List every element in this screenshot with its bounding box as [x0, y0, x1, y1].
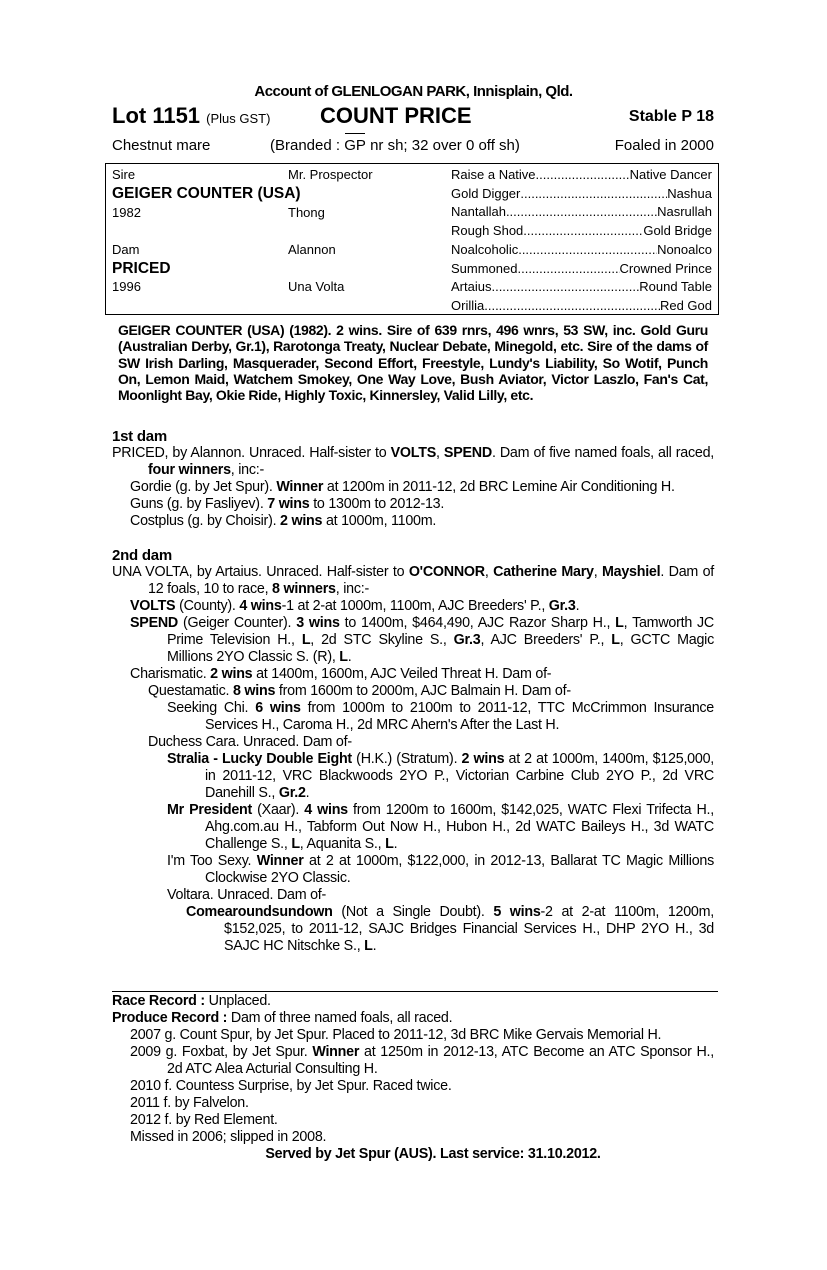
leader-dots	[517, 260, 619, 278]
leader-dots	[506, 203, 657, 221]
ancestor-sire: Nashua	[667, 185, 712, 201]
text: from 1000m to 2100m to 2011-12, TTC McCrimmon Insurance Services H., Caroma H., 2d MRC Ahern's After the Last H.	[205, 700, 714, 733]
bold-text: L	[301, 632, 311, 648]
text: ,	[484, 564, 494, 580]
service-note	[112, 1146, 714, 1163]
pedigree-table	[105, 163, 719, 315]
text: 2009 g. Foxbat, by Jet Spur.	[130, 1044, 313, 1060]
text: Duchess Cara. Unraced. Dam of-	[148, 734, 352, 750]
text: PRICED, by Alannon. Unraced. Half-sister to	[112, 445, 391, 461]
text: 2007 g. Count Spur, by Jet Spur. Placed to 2011-12, 3d BRC Mike Gervais Memorial H.	[130, 1027, 662, 1043]
leader-dots	[518, 241, 657, 259]
text: 2011 f. by Falvelon.	[130, 1095, 249, 1111]
progeny-entry	[112, 887, 714, 904]
bold-text: L	[339, 649, 348, 665]
ancestor-name: Gold Digger	[451, 185, 521, 201]
bold-text: L	[615, 615, 624, 631]
dam-dam: Una Volta	[288, 279, 345, 294]
text: at 1250m in 2012-13, ATC Become an ATC Sponsor H., 2d ATC Alea Acturial Consulting H.	[167, 1044, 714, 1077]
text: to 1300m to 2012-13.	[309, 496, 445, 512]
bold-text: four winners	[148, 462, 231, 478]
text: Seeking Chi.	[167, 700, 256, 716]
ancestor-row	[451, 241, 712, 259]
foal-entry	[112, 513, 714, 530]
progeny-entry	[112, 751, 714, 802]
dam-label: Dam	[112, 242, 140, 257]
bold-text: SPEND	[130, 615, 179, 631]
text: 2012 f. by Red Element.	[130, 1112, 278, 1128]
ancestor-row	[451, 203, 712, 221]
bold-text: SPEND	[443, 445, 492, 461]
colour-sex: Chestnut mare	[112, 137, 211, 154]
records-section	[112, 993, 714, 1163]
text: , 2d STC Skyline S.,	[310, 632, 454, 648]
bold-text: Mr President	[167, 802, 253, 818]
bold-text: 2 wins	[280, 513, 323, 529]
bold-text: 5 wins	[493, 904, 541, 920]
ancestor-row	[451, 297, 712, 315]
text: (Xaar).	[252, 802, 305, 818]
ancestor-name: Raise a Native	[451, 167, 536, 182]
text: Unplaced.	[208, 993, 271, 1009]
bold-text: Catherine Mary	[493, 564, 594, 580]
produce-entry	[112, 1078, 714, 1095]
bold-text: L	[291, 836, 300, 852]
divider	[112, 991, 718, 992]
leader-dots	[491, 278, 639, 296]
first-dam-paragraph	[112, 445, 714, 479]
text: , inc:-	[335, 581, 369, 597]
progeny-entry	[112, 734, 714, 751]
text: Costplus (g. by Choisir).	[130, 513, 281, 529]
text: . Dam of five named foals, all raced,	[491, 445, 714, 461]
bold-text: Gr.2	[278, 785, 306, 801]
leader-dots	[523, 222, 643, 240]
text: (H.K.) (Stratum).	[351, 751, 462, 767]
text: .	[372, 938, 377, 954]
bold-text: Mayshiel	[601, 564, 661, 580]
bold-text: Gr.3	[453, 632, 481, 648]
text: from 1200m to 1600m, $142,025, WATC Flexi Trifecta H., Ahg.com.au H., Tabform Out Now H., Hubon H., 2d WATC Baileys H., 3d WATC Challenge S.,	[205, 802, 715, 852]
text: to 1400m, $464,490, AJC Razor Sharp H.,	[339, 615, 616, 631]
progeny-entry	[112, 700, 714, 734]
bold-text: Stralia - Lucky Double Eight	[167, 751, 352, 767]
ancestor-sire: Nasrullah	[657, 204, 712, 220]
leader-dots	[484, 297, 660, 315]
produce-entry	[112, 1027, 714, 1044]
race-record	[112, 993, 714, 1010]
ancestor-sire: Gold Bridge	[643, 223, 712, 239]
brand-suffix: nr sh; 32 over 0 off sh)	[365, 137, 520, 154]
text: I'm Too Sexy.	[167, 853, 257, 869]
ancestor-row	[451, 222, 712, 240]
ancestor-row	[451, 166, 712, 184]
produce-record	[112, 1010, 714, 1027]
text: at 1000m, 1100m.	[322, 513, 437, 529]
horse-name: COUNT PRICE	[320, 103, 472, 128]
text: , GCTC Magic Millions 2YO Classic S. (R),	[167, 632, 714, 665]
ancestor-sire: Native Dancer	[629, 167, 712, 182]
text: Missed in 2006; slipped in 2008.	[130, 1129, 327, 1145]
progeny-entry	[112, 615, 714, 666]
text: (Not a Single Doubt).	[332, 904, 494, 920]
dam-lines	[112, 428, 714, 955]
text: , Tamworth JC Prime Television H.,	[167, 615, 714, 648]
bold-text: L	[364, 938, 373, 954]
text: (County).	[175, 598, 240, 614]
text: 2010 f. Countess Surprise, by Jet Spur. Raced twice.	[130, 1078, 452, 1094]
vendor-account: Account of GLENLOGAN PARK, Innisplain, Qld.	[254, 83, 573, 100]
sire-year: 1982	[112, 205, 141, 220]
leader-dots	[536, 166, 630, 184]
bold-text: 2 wins	[461, 751, 505, 767]
foal-entry	[112, 479, 714, 496]
progeny-entry	[112, 666, 714, 683]
text: .	[393, 836, 398, 852]
dam-sire: Alannon	[288, 242, 336, 257]
leader-dots	[520, 185, 667, 203]
second-dam-heading: 2nd dam	[112, 547, 172, 564]
second-dam-paragraph	[112, 564, 714, 598]
text: Voltara. Unraced. Dam of-	[167, 887, 327, 903]
progeny-entry	[112, 683, 714, 700]
bold-text: 6 wins	[255, 700, 301, 716]
text: UNA VOLTA, by Artaius. Unraced. Half-sister to	[112, 564, 409, 580]
bold-text: L	[611, 632, 620, 648]
bold-text: VOLTS	[390, 445, 436, 461]
text: ,	[593, 564, 602, 580]
produce-entry	[112, 1044, 714, 1078]
text: , AJC Breeders' P.,	[480, 632, 612, 648]
progeny-entry	[112, 904, 714, 955]
text: .	[305, 785, 310, 801]
dam-year: 1996	[112, 279, 141, 294]
bold-text: Served by Jet Spur (AUS). Last service: 31.10.2012.	[265, 1146, 601, 1162]
text: at 1200m in 2011-12, 2d BRC Lemine Air Conditioning H.	[323, 479, 675, 495]
granddam: Thong	[288, 205, 325, 220]
brand-prefix: (Branded :	[270, 137, 345, 154]
ancestor-name: Artaius	[451, 279, 492, 295]
bold-text: Comearoundsundown	[186, 904, 333, 920]
stable-location: Stable P 18	[628, 108, 714, 125]
ancestor-row	[451, 260, 712, 278]
text: ,	[436, 445, 444, 461]
bold-text: Winner	[256, 853, 304, 869]
ancestor-name: Rough Shod	[451, 223, 524, 239]
produce-entry	[112, 1112, 714, 1129]
text: -2 at 2-at 1100m, 1200m, $152,025, to 2011-12, SAJC Bridges Financial Services H., DHP 2YO H., 3d SAJC HC Nitschke S.,	[224, 904, 714, 954]
bold-text: 4 wins	[239, 598, 282, 614]
text: from 1600m to 2000m, AJC Balmain H. Dam of-	[275, 683, 571, 699]
sire-summary: GEIGER COUNTER (USA) (1982). 2 wins. Sire of 639 rnrs, 496 wnrs, 53 SW, inc. Gold Guru (Australian Derby, Gr.1), Rarotonga Treaty, Nuclear Debate, Minegold, etc. Sire of the dams of SW Irish Darling, Masquerader, Second Effort, Freestyle, Lundy's Liability, So Wotif, Punch On, Lemon Maid, Watchem Smokey, One Way Love, Bush Aviator, Victor Laszlo, Fan's Cat, Moonlight Bay, Okie Ride, Highly Toxic, Kinnersley, Valid Lilly, etc.	[118, 322, 708, 404]
bold-text: Race Record :	[112, 993, 209, 1009]
text: Dam of three named foals, all raced.	[230, 1010, 453, 1026]
bold-text: Produce Record :	[112, 1010, 231, 1026]
grandsire: Mr. Prospector	[288, 167, 373, 182]
bold-text: O'CONNOR	[408, 564, 485, 580]
text: Charismatic.	[130, 666, 211, 682]
bold-text: 8 winners	[272, 581, 336, 597]
sire-name: GEIGER COUNTER (USA)	[112, 185, 301, 202]
bold-text: 4 wins	[304, 802, 348, 818]
text: , inc:-	[230, 462, 265, 478]
ancestor-sire: Red God	[659, 297, 712, 313]
sire-label: Sire	[112, 167, 136, 182]
text: at 2 at 1000m, $122,000, in 2012-13, Ballarat TC Magic Millions Clockwise 2YO Classic.	[205, 853, 715, 886]
ancestor-sire: Crowned Prince	[619, 260, 712, 276]
ancestor-name: Noalcoholic	[451, 241, 519, 257]
lot-label: Lot 1151	[112, 103, 201, 128]
brand-mark-icon: GP	[344, 137, 366, 154]
text: Guns (g. by Fasliyev).	[130, 496, 268, 512]
ancestor-name: Orillia	[451, 297, 485, 313]
text: .	[575, 598, 580, 614]
ancestor-sire: Nonoalco	[657, 241, 712, 257]
produce-entry	[112, 1095, 714, 1112]
ancestor-sire: Round Table	[639, 279, 712, 295]
text: Questamatic.	[148, 683, 233, 699]
text: at 1400m, 1600m, AJC Veiled Threat H. Dam of-	[252, 666, 552, 682]
ancestor-row	[451, 278, 712, 296]
text: (Geiger Counter).	[178, 615, 297, 631]
ancestor-name: Nantallah	[451, 204, 506, 220]
produce-entry	[112, 1129, 714, 1146]
bold-text: 3 wins	[296, 615, 340, 631]
text: .	[347, 649, 352, 665]
lot-number	[112, 103, 270, 129]
progeny-entry	[112, 598, 714, 615]
bold-text: 2 wins	[210, 666, 253, 682]
bold-text: L	[385, 836, 394, 852]
gst-note: (Plus GST)	[206, 111, 271, 126]
text: Gordie (g. by Jet Spur).	[130, 479, 277, 495]
bold-text: Winner	[312, 1044, 360, 1060]
bold-text: Gr.3	[548, 598, 576, 614]
foaled-year: Foaled in 2000	[614, 137, 714, 154]
progeny-entry	[112, 853, 714, 887]
bold-text: Winner	[276, 479, 324, 495]
text: . Dam of 12 foals, 10 to race,	[148, 564, 714, 597]
text: -1 at 2-at 1000m, 1100m, AJC Breeders' P.,	[281, 598, 549, 614]
text: at 2 at 1000m, 1400m, $125,000, in 2011-12, VRC Blackwoods 2YO P., Victorian Carbine Club 2YO P., 2d VRC Danehill S.,	[205, 751, 715, 801]
text: , Aquanita S.,	[299, 836, 386, 852]
bold-text: 7 wins	[267, 496, 310, 512]
ancestor-row	[451, 185, 712, 203]
brand-info	[270, 137, 520, 154]
foal-entry	[112, 496, 714, 513]
dam-name: PRICED	[112, 260, 171, 277]
progeny-entry	[112, 802, 714, 853]
first-dam-heading: 1st dam	[112, 428, 167, 445]
ancestor-name: Summoned	[451, 260, 518, 276]
bold-text: 8 wins	[232, 683, 276, 699]
bold-text: VOLTS	[130, 598, 176, 614]
